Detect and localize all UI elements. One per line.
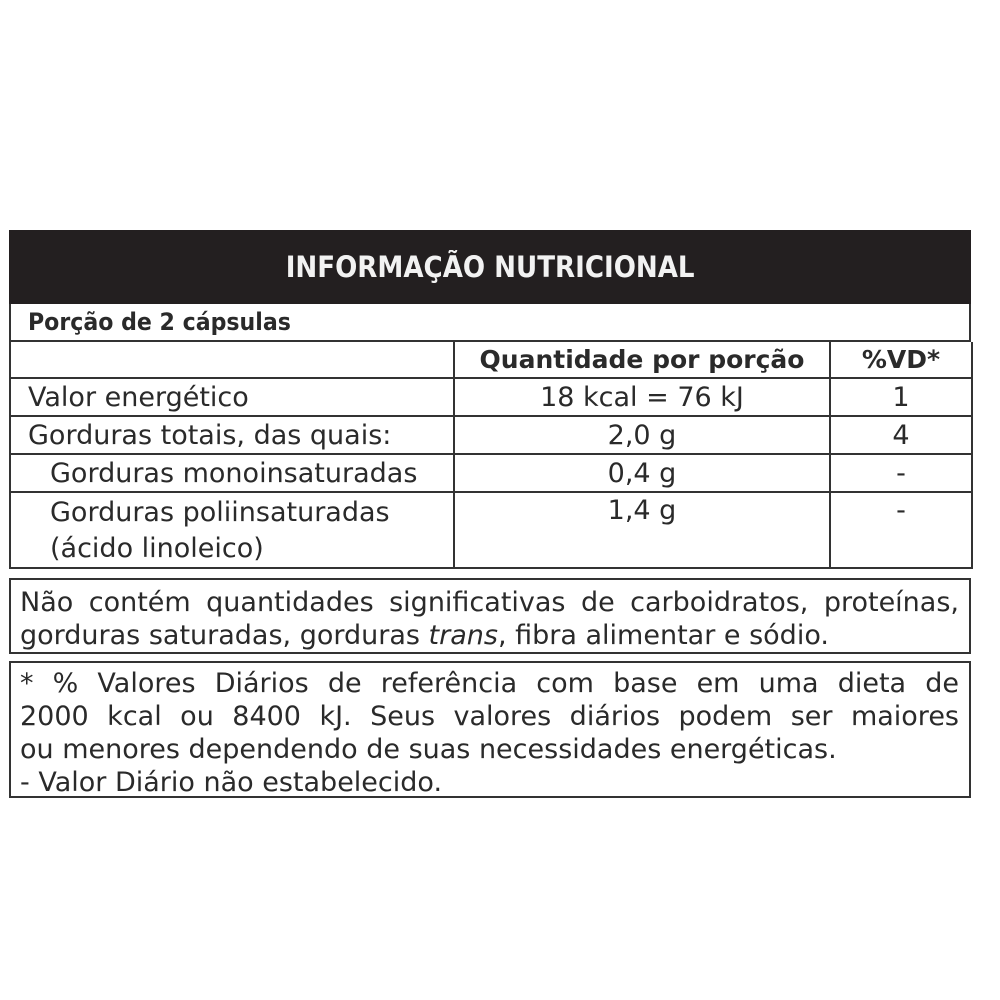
table-row bbox=[10, 454, 972, 492]
dv-note-line: 2000 kcal ou 8400 kJ. Seus valores diários podem ser maiores bbox=[20, 701, 959, 732]
not-significant-text-end: , fibra alimentar e sódio. bbox=[497, 620, 829, 651]
portion-label: Porção de 2 cápsulas bbox=[28, 308, 291, 336]
dv-note-line: - Valor Diário não estabelecido. bbox=[20, 767, 443, 798]
not-significant-text-start: Não contém quantidades significativas de carboidratos, proteínas, gorduras saturadas, gorduras bbox=[20, 587, 959, 651]
column-header-quantity: Quantidade por porção bbox=[454, 342, 830, 378]
table-row bbox=[10, 492, 972, 568]
nutrient-quantity: 18 kcal = 76 kJ bbox=[454, 378, 830, 416]
trans-italic: trans bbox=[428, 620, 498, 651]
nutrition-title: INFORMAÇÃO NUTRICIONAL bbox=[285, 250, 695, 284]
nutrient-name-line1: Gorduras poliinsaturadas bbox=[50, 497, 390, 528]
nutrient-quantity: 0,4 g bbox=[454, 454, 830, 492]
table-header-row bbox=[10, 342, 972, 378]
column-header-dv: %VD* bbox=[830, 342, 972, 378]
dv-note-line: * % Valores Diários de referência com base em uma dieta de bbox=[20, 668, 959, 699]
nutrition-facts-label bbox=[9, 230, 971, 798]
nutrient-dv: 1 bbox=[830, 378, 972, 416]
nutrient-dv: 4 bbox=[830, 416, 972, 454]
nutrient-name: Valor energético bbox=[10, 378, 454, 416]
portion-row bbox=[9, 304, 971, 342]
nutrient-name: Gorduras monoinsaturadas bbox=[10, 454, 454, 492]
nutrient-quantity: 2,0 g bbox=[454, 416, 830, 454]
not-significant-text bbox=[20, 586, 959, 652]
nutrition-table bbox=[9, 342, 973, 569]
nutrient-name bbox=[10, 492, 454, 568]
column-header-nutrient bbox=[10, 342, 454, 378]
nutrient-name: Gorduras totais, das quais: bbox=[10, 416, 454, 454]
nutrient-name-line2: (ácido linoleico) bbox=[50, 533, 264, 564]
dv-note-line: ou menores dependendo de suas necessidades energéticas. bbox=[20, 734, 837, 765]
table-row bbox=[10, 416, 972, 454]
nutrient-dv: - bbox=[830, 492, 972, 568]
nutrient-dv: - bbox=[830, 454, 972, 492]
not-significant-note bbox=[9, 578, 971, 654]
daily-values-note bbox=[9, 661, 971, 798]
nutrient-quantity: 1,4 g bbox=[454, 492, 830, 568]
nutrition-header bbox=[9, 230, 971, 304]
table-row bbox=[10, 378, 972, 416]
